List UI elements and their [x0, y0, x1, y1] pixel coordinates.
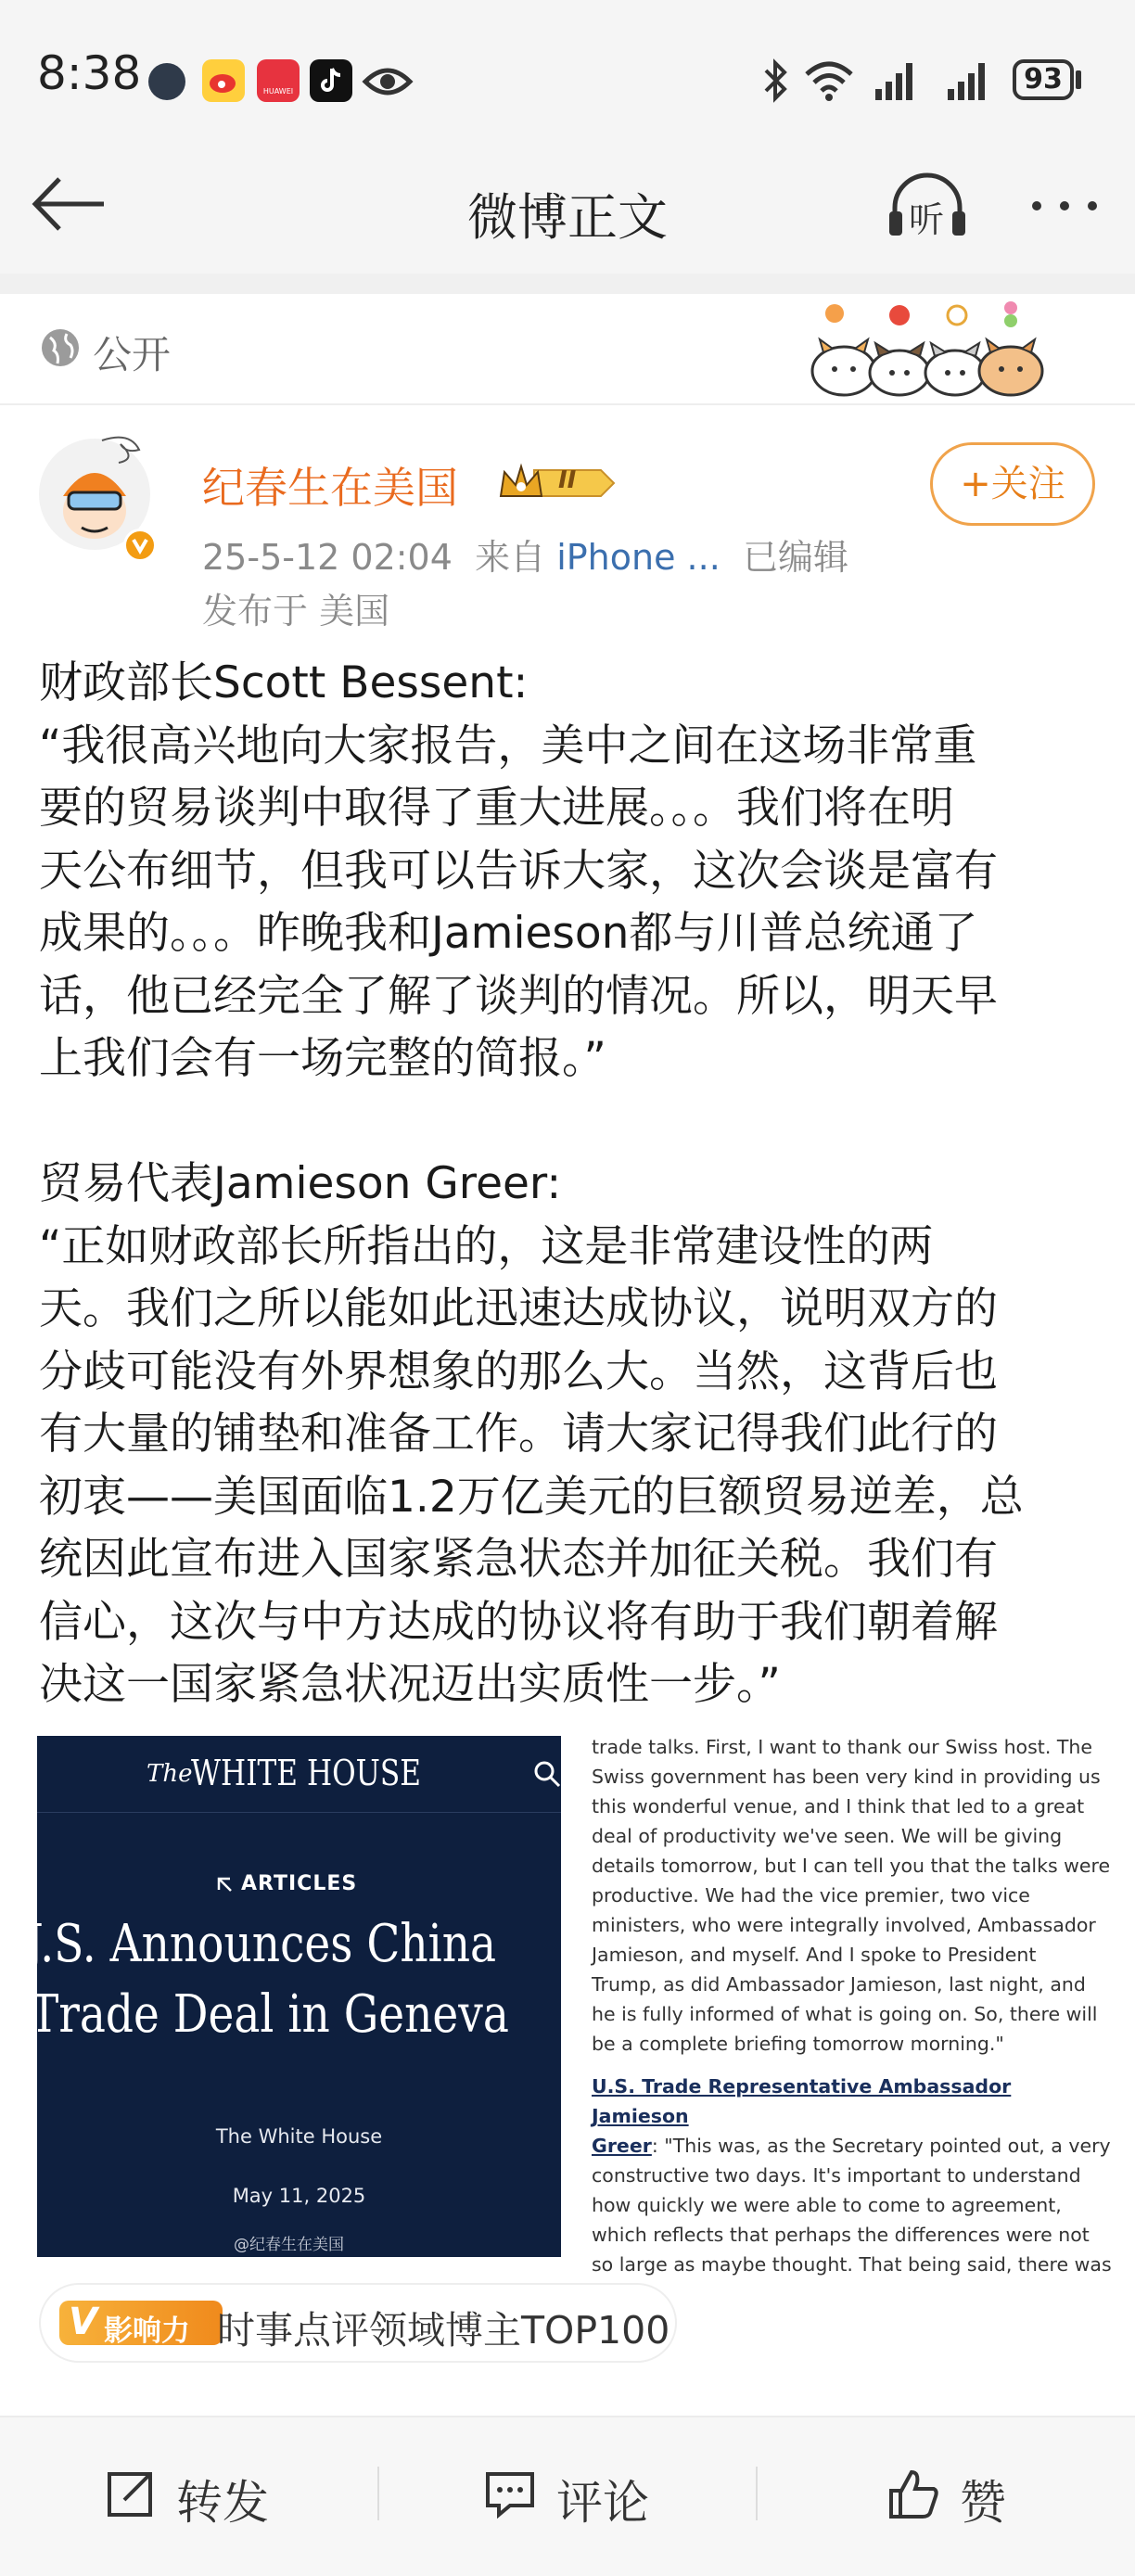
post-text-line: 贸易代表Jamieson Greer:: [39, 1158, 562, 1209]
visibility-label: 公开: [93, 332, 172, 377]
v-letter: V: [69, 2301, 97, 2343]
transcript-line: Swiss government has been very kind in providing us: [592, 1766, 1101, 1788]
huawei-store-icon: [257, 59, 300, 102]
more-options-icon[interactable]: [1027, 195, 1102, 221]
whitehouse-the: The: [147, 1760, 193, 1788]
article-category: ARTICLES: [241, 1872, 358, 1895]
battery-tip: [1076, 70, 1081, 89]
globe-icon: [39, 326, 82, 373]
battery-level: 93: [1024, 63, 1063, 96]
article-headline-2: Trade Deal in Geneva: [30, 1984, 509, 2045]
repost-label: 转发: [176, 2476, 269, 2530]
post-text-line: 初衷——美国面临1.2万亿美元的巨额贸易逆差，总: [39, 1471, 1024, 1523]
vip-level-badge: [497, 461, 618, 505]
transcript-bessent: [592, 1732, 1111, 2059]
cat-sticker-decoration: [807, 295, 1048, 402]
post-location: 发布于 美国: [202, 591, 390, 631]
post-text-line: 信心，这次与中方达成的协议将有助于我们朝着解: [39, 1596, 998, 1648]
transcript-line: be a complete briefing tomorrow morning.": [592, 2033, 1004, 2055]
follow-button[interactable]: +关注: [930, 442, 1095, 526]
whitehouse-name: WHITE HOUSE: [191, 1753, 422, 1793]
transcript-line: constructive two days. It's important to understand: [592, 2164, 1081, 2187]
signal-icon-2: [946, 59, 992, 106]
image-watermark: @纪春生在美国: [234, 2236, 344, 2254]
post-text-line: 分歧可能没有外界想象的那么大。当然，这背后也: [39, 1345, 998, 1397]
post-text-line: 天。我们之所以能如此迅速达成协议，说明双方的: [39, 1283, 998, 1334]
vip-level-label: II: [558, 466, 577, 494]
tiktok-icon: [310, 59, 352, 102]
section-divider: [0, 403, 1135, 405]
post-timestamp: 25-5-12 02:04: [202, 537, 453, 578]
listen-button[interactable]: [886, 169, 969, 243]
influence-badge[interactable]: [39, 2283, 677, 2363]
source-link[interactable]: iPhone ...: [556, 537, 721, 578]
signal-icon-1: [874, 59, 920, 106]
influence-badge-text: 影响力: [104, 2315, 190, 2348]
post-text-line: 天公布细节，但我可以告诉大家，这次会谈是富有: [39, 845, 998, 897]
post-text-line: 统因此宣布进入国家紧急状态并加征关税。我们有: [39, 1534, 998, 1585]
transcript-line: productive. We had the vice premier, two vice: [592, 1884, 1030, 1906]
article-byline: The White House: [215, 2125, 383, 2148]
transcript-line: so large as maybe thought. That being said, there was: [592, 2253, 1112, 2276]
transcript-line: which reflects that perhaps the differences were not: [592, 2224, 1090, 2246]
post-text-line: 上我们会有一场完整的简报。”: [39, 1033, 606, 1084]
transcript-line: trade talks. First, I want to thank our Swiss host. The: [592, 1736, 1092, 1758]
post-text-line: 要的贸易谈判中取得了重大进展。。。我们将在明: [39, 783, 954, 834]
transcript-heading-1: U.S. Trade Representative Ambassador Jamieson: [592, 2075, 1012, 2127]
transcript-line: Jamieson, and myself. And I spoke to President: [592, 1944, 1037, 1966]
influence-label: 时事点评领域博主TOP100: [217, 2308, 670, 2353]
bluetooth-icon: [762, 59, 790, 106]
comment-label: 评论: [556, 2476, 649, 2530]
article-headline-1: J.S. Announces China: [26, 1914, 497, 1974]
paragraph-gap: [39, 1090, 1105, 1154]
transcript-line: ministers, who were integrally involved, Ambassador: [592, 1914, 1096, 1936]
post-text-line: 有大量的铺垫和准备工作。请大家记得我们此行的: [39, 1409, 998, 1460]
post-text-line: 成果的。。。昨晚我和Jamieson都与川普总统通了: [39, 908, 978, 959]
post-text-line: 话，他已经完全了解了谈判的情况。所以，明天早: [39, 970, 998, 1022]
transcript-line: details tomorrow, but I can tell you that the talks were: [592, 1855, 1111, 1877]
repost-icon: [102, 2467, 158, 2522]
influence-v-icon: [59, 2301, 223, 2348]
post-image-whitehouse[interactable]: [26, 1736, 561, 2257]
page-title: 微博正文: [467, 188, 668, 247]
transcript-heading-2: Greer: [592, 2135, 652, 2157]
comment-icon: [482, 2467, 538, 2522]
verified-badge-icon: [123, 529, 157, 562]
transcript-line: this wonderful venue, and I think that led to a great: [592, 1795, 1085, 1817]
comment-button[interactable]: [482, 2453, 668, 2536]
weibo-status-icon: [202, 59, 245, 102]
status-time: 8:38: [37, 46, 142, 100]
post-text-line: 财政部长Scott Bessent:: [39, 657, 529, 708]
transcript-greer: [592, 2161, 1111, 2279]
crown-icon: [497, 461, 618, 505]
like-button[interactable]: [886, 2453, 1034, 2536]
post-image-transcript[interactable]: [592, 1732, 1112, 2276]
battery-icon: [1013, 59, 1074, 100]
source-prefix: 来自: [475, 537, 546, 578]
huawei-label: HUAWEI: [262, 87, 294, 96]
post-meta-line: [202, 529, 848, 580]
transcript-heading: [592, 2072, 1111, 2131]
post-text-line: 决这一国家紧急状况迈出实质性一步。”: [39, 1659, 781, 1710]
wifi-icon: [803, 59, 855, 106]
author-name[interactable]: 纪春生在美国: [202, 463, 458, 513]
post-body: [39, 652, 1105, 1716]
eye-icon: [362, 63, 414, 104]
repost-button[interactable]: [102, 2453, 287, 2536]
transcript-greer-first: [592, 2131, 1111, 2161]
arrow-up-left-icon: [215, 1875, 234, 1897]
post-text-line: “我很高兴地向大家报告，美中之间在这场非常重: [39, 720, 977, 772]
transcript-greer-first-text: : "This was, as the Secretary pointed out, a very: [651, 2135, 1111, 2157]
article-date: May 11, 2025: [232, 2185, 366, 2207]
search-icon: [533, 1760, 561, 1792]
action-separator: [756, 2467, 758, 2520]
avatar-status-icon: [148, 63, 185, 100]
transcript-line: he is fully informed of what is going on. So, there will: [592, 2003, 1098, 2025]
like-label: 赞: [960, 2476, 1006, 2530]
listen-label: 听: [909, 199, 945, 240]
divider: [0, 274, 1135, 294]
transcript-line: Trump, as did Ambassador Jamieson, last night, and: [592, 1973, 1086, 1996]
action-separator: [377, 2467, 379, 2520]
thumbs-up-icon: [886, 2467, 941, 2522]
edited-label[interactable]: 已编辑: [742, 537, 848, 578]
post-text-line: “正如财政部长所指出的，这是非常建设性的两: [39, 1220, 934, 1272]
transcript-line: how quickly we were able to come to agreement,: [592, 2194, 1062, 2216]
transcript-line: deal of productivity we've seen. We will be giving: [592, 1825, 1063, 1847]
